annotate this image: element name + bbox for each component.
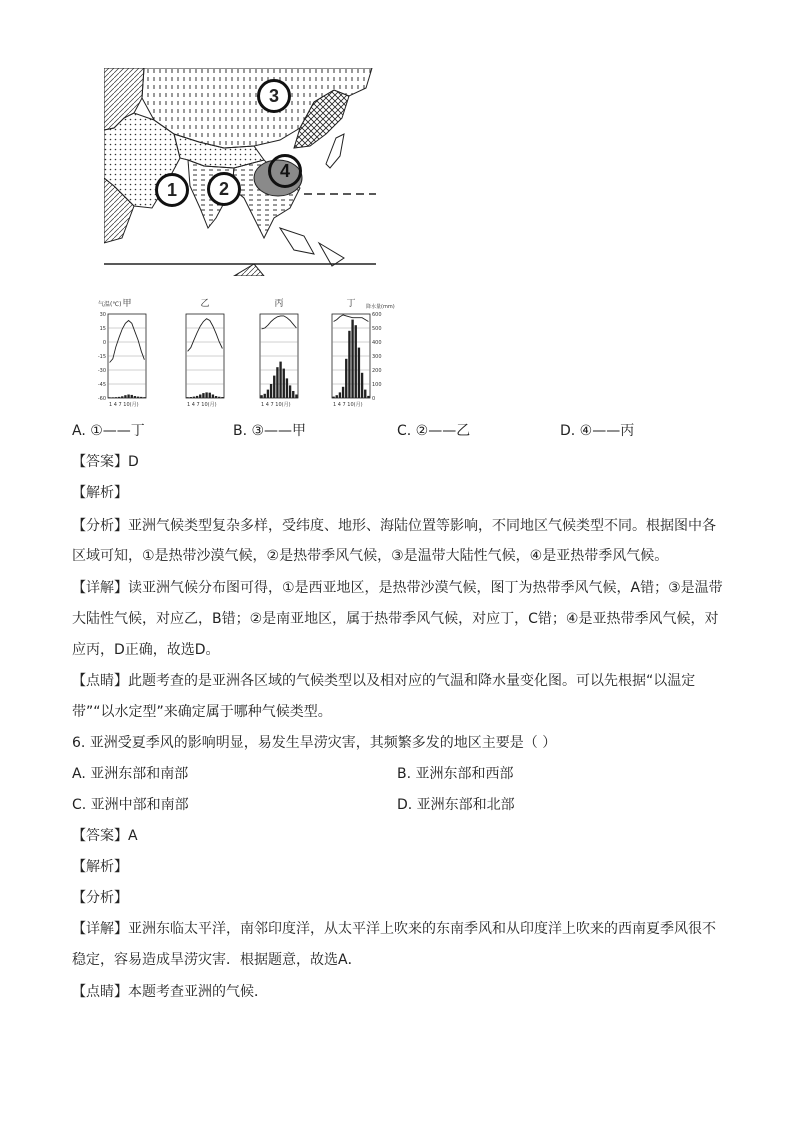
chart-2-precip-bar bbox=[270, 384, 272, 398]
chart-3-precip-bar bbox=[345, 359, 347, 398]
chart-0-precip-bar bbox=[127, 395, 129, 399]
chart-0-precip-bar bbox=[112, 397, 114, 398]
chart-1-precip-bar bbox=[186, 397, 188, 398]
asia-climate-map bbox=[104, 68, 376, 276]
chart-1-temp-curve bbox=[188, 319, 223, 352]
q6-answer: A bbox=[128, 828, 138, 844]
chart-1-precip-bar bbox=[196, 396, 198, 398]
chart-2-precip-bar bbox=[273, 376, 275, 398]
temp-tick: 30 bbox=[99, 312, 106, 318]
q6-dianjing-text-1: 本题考查亚洲的气候． bbox=[128, 984, 268, 1000]
chart-2-title: 丙 bbox=[274, 299, 284, 309]
chart-2-precip-bar bbox=[264, 394, 266, 398]
chart-3-title: 丁 bbox=[346, 299, 356, 309]
temp-axis-label: 气温(℃) bbox=[98, 301, 122, 308]
chart-0-title: 甲 bbox=[122, 299, 132, 309]
q5-xiangjie-line-2: 大陆性气候，对应乙，B错；②是南亚地区，属于热带季风气候，对应丁，C错；④是亚热带季风气候，对 bbox=[72, 611, 719, 627]
q5-fenxi-tag: 【分析】 bbox=[72, 518, 128, 534]
climate-charts-svg bbox=[98, 296, 404, 412]
q6-answer-tag: 【答案】 bbox=[72, 828, 128, 844]
chart-1-precip-bar bbox=[199, 395, 201, 399]
chart-3-precip-bar bbox=[364, 390, 366, 398]
chart-3-temp-curve bbox=[334, 315, 369, 322]
chart-3-precip-bar bbox=[358, 348, 360, 398]
chart-3-precip-bar bbox=[361, 373, 363, 398]
q5-fenxi-line-2: 区域可知，①是热带沙漠气候，②是热带季风气候，③是温带大陆性气候，④是亚热带季风气候。 bbox=[72, 548, 669, 564]
chart-1-title: 乙 bbox=[200, 299, 210, 309]
q5-dianjing-tag: 【点睛】 bbox=[72, 673, 128, 689]
chart-3-precip-bar bbox=[348, 331, 350, 398]
q5-option-d[interactable]: D. ④——丙 bbox=[560, 423, 635, 439]
temp-tick: -30 bbox=[98, 368, 106, 374]
temp-tick: 0 bbox=[102, 340, 106, 346]
chart-1-precip-bar bbox=[209, 393, 211, 398]
q5-dianjing-line-2: 带”“以水定型”来确定属于哪种气候类型。 bbox=[72, 704, 332, 720]
chart-3-precip-bar bbox=[367, 396, 369, 398]
precip-tick: 200 bbox=[372, 368, 382, 374]
climate-charts bbox=[98, 296, 404, 412]
chart-3-month-ticks: 1 4 7 10(月) bbox=[333, 402, 363, 408]
q5-answer-tag: 【答案】 bbox=[72, 454, 128, 470]
chart-0-precip-bar bbox=[134, 396, 136, 398]
q5-option-c[interactable]: C. ②——乙 bbox=[397, 423, 471, 439]
q6-fenxi-tag: 【分析】 bbox=[72, 890, 128, 906]
chart-0-precip-bar bbox=[137, 397, 139, 398]
q6-option-d[interactable]: D. 亚洲东部和北部 bbox=[397, 797, 515, 813]
chart-1-precip-bar bbox=[205, 392, 207, 398]
q5-option-b[interactable]: B. ③——甲 bbox=[233, 423, 307, 439]
q6-option-a[interactable]: A. 亚洲东部和南部 bbox=[72, 766, 189, 782]
chart-0-precip-bar bbox=[143, 397, 145, 398]
chart-3-precip-bar bbox=[342, 387, 344, 398]
chart-3-precip-bar bbox=[332, 397, 334, 398]
q5-option-a[interactable]: A. ①——丁 bbox=[72, 423, 145, 439]
chart-0-precip-bar bbox=[118, 397, 120, 398]
q5-dianjing-line-1 bbox=[72, 671, 695, 691]
chart-2-precip-bar bbox=[295, 395, 297, 399]
chart-2-month-ticks: 1 4 7 10(月) bbox=[261, 402, 291, 408]
q5-xiangjie-line-3: 应丙，D正确，故选D。 bbox=[72, 642, 220, 658]
temp-tick: 15 bbox=[99, 326, 106, 332]
q5-answer: D bbox=[128, 454, 139, 470]
chart-3-precip-bar bbox=[351, 320, 353, 398]
q5-fenxi-text-1: 亚洲气候类型复杂多样，受纬度、地形、海陆位置等影响，不同地区气候类型不同。根据图中各 bbox=[128, 518, 716, 534]
chart-2-precip-bar bbox=[289, 385, 291, 398]
temp-tick: -60 bbox=[98, 396, 106, 402]
chart-2-precip-bar bbox=[260, 395, 262, 398]
q6-answer-line bbox=[72, 826, 138, 846]
chart-2-precip-bar bbox=[292, 391, 294, 398]
q5-xiangjie-text-1: 读亚洲气候分布图可得，①是西亚地区，是热带沙漠气候，图丁为热带季风气候，A错；③是温带 bbox=[128, 580, 723, 596]
marker-4-label: 4 bbox=[279, 161, 290, 181]
map-marker-4 bbox=[268, 154, 302, 188]
chart-0-precip-bar bbox=[121, 396, 123, 398]
q6-dianjing-tag: 【点睛】 bbox=[72, 984, 128, 1000]
chart-1-month-ticks: 1 4 7 10(月) bbox=[187, 402, 217, 408]
temp-tick: -15 bbox=[98, 354, 106, 360]
chart-1-precip-bar bbox=[221, 397, 223, 398]
precip-axis-label: 降水量(mm) bbox=[366, 304, 395, 310]
map-graphic bbox=[104, 68, 376, 276]
chart-3-precip-bar bbox=[336, 395, 338, 398]
map-marker-2 bbox=[207, 172, 241, 206]
chart-2-precip-bar bbox=[279, 362, 281, 398]
q6-stem: 6. 亚洲受夏季风的影响明显，易发生旱涝灾害，其频繁多发的地区主要是（ ） bbox=[72, 735, 557, 751]
temp-tick: -45 bbox=[98, 382, 106, 388]
chart-0-temp-curve bbox=[110, 321, 145, 363]
map-marker-3 bbox=[257, 79, 291, 113]
map-marker-1 bbox=[155, 173, 189, 207]
q6-analysis-tag: 【解析】 bbox=[72, 859, 128, 875]
chart-1-precip-bar bbox=[193, 397, 195, 398]
marker-3-label: 3 bbox=[268, 86, 279, 106]
precip-tick: 600 bbox=[372, 312, 382, 318]
chart-2-precip-bar bbox=[267, 390, 269, 398]
precip-tick: 400 bbox=[372, 340, 382, 346]
chart-2-precip-bar bbox=[283, 369, 285, 398]
q6-option-b[interactable]: B. 亚洲东部和西部 bbox=[397, 766, 514, 782]
q6-option-c[interactable]: C. 亚洲中部和南部 bbox=[72, 797, 189, 813]
q6-dianjing-line-1 bbox=[72, 982, 268, 1002]
q5-xiangjie-tag: 【详解】 bbox=[72, 580, 128, 596]
q5-analysis-tag: 【解析】 bbox=[72, 485, 128, 501]
q6-xiangjie-line-1 bbox=[72, 919, 716, 939]
precip-tick: 0 bbox=[372, 396, 376, 402]
chart-0-month-ticks: 1 4 7 10(月) bbox=[109, 402, 139, 408]
chart-2-precip-bar bbox=[276, 367, 278, 398]
q6-xiangjie-tag: 【详解】 bbox=[72, 921, 128, 937]
precip-tick: 500 bbox=[372, 326, 382, 332]
marker-2-label: 2 bbox=[218, 179, 229, 199]
chart-0-precip-bar bbox=[115, 397, 117, 398]
chart-2-temp-curve bbox=[262, 316, 297, 329]
q5-xiangjie-line-1 bbox=[72, 578, 723, 598]
chart-3-precip-bar bbox=[339, 392, 341, 398]
chart-1-precip-bar bbox=[212, 395, 214, 399]
chart-0-precip-bar bbox=[108, 397, 110, 398]
chart-1-precip-bar bbox=[218, 397, 220, 398]
chart-0-precip-bar bbox=[131, 395, 133, 398]
chart-1-precip-bar bbox=[215, 396, 217, 398]
marker-1-label: 1 bbox=[166, 180, 177, 200]
q5-dianjing-text-1: 此题考查的是亚洲各区域的气候类型以及相对应的气温和降水量变化图。可以先根据“以温定 bbox=[128, 673, 696, 689]
q5-fenxi-line-1 bbox=[72, 516, 716, 536]
chart-1-precip-bar bbox=[202, 393, 204, 398]
q5-answer-line bbox=[72, 452, 139, 472]
precip-tick: 300 bbox=[372, 354, 382, 360]
chart-2-precip-bar bbox=[286, 378, 288, 398]
chart-1-precip-bar bbox=[190, 397, 192, 398]
q6-xiangjie-line-2: 稳定，容易造成旱涝灾害．根据题意，故选A． bbox=[72, 952, 362, 968]
precip-tick: 100 bbox=[372, 382, 382, 388]
chart-0-precip-bar bbox=[140, 397, 142, 398]
chart-3-precip-bar bbox=[355, 325, 357, 398]
q6-xiangjie-text-1: 亚洲东临太平洋，南邻印度洋，从太平洋上吹来的东南季风和从印度洋上吹来的西南夏季风很不 bbox=[128, 921, 716, 937]
chart-0-precip-bar bbox=[124, 395, 126, 398]
